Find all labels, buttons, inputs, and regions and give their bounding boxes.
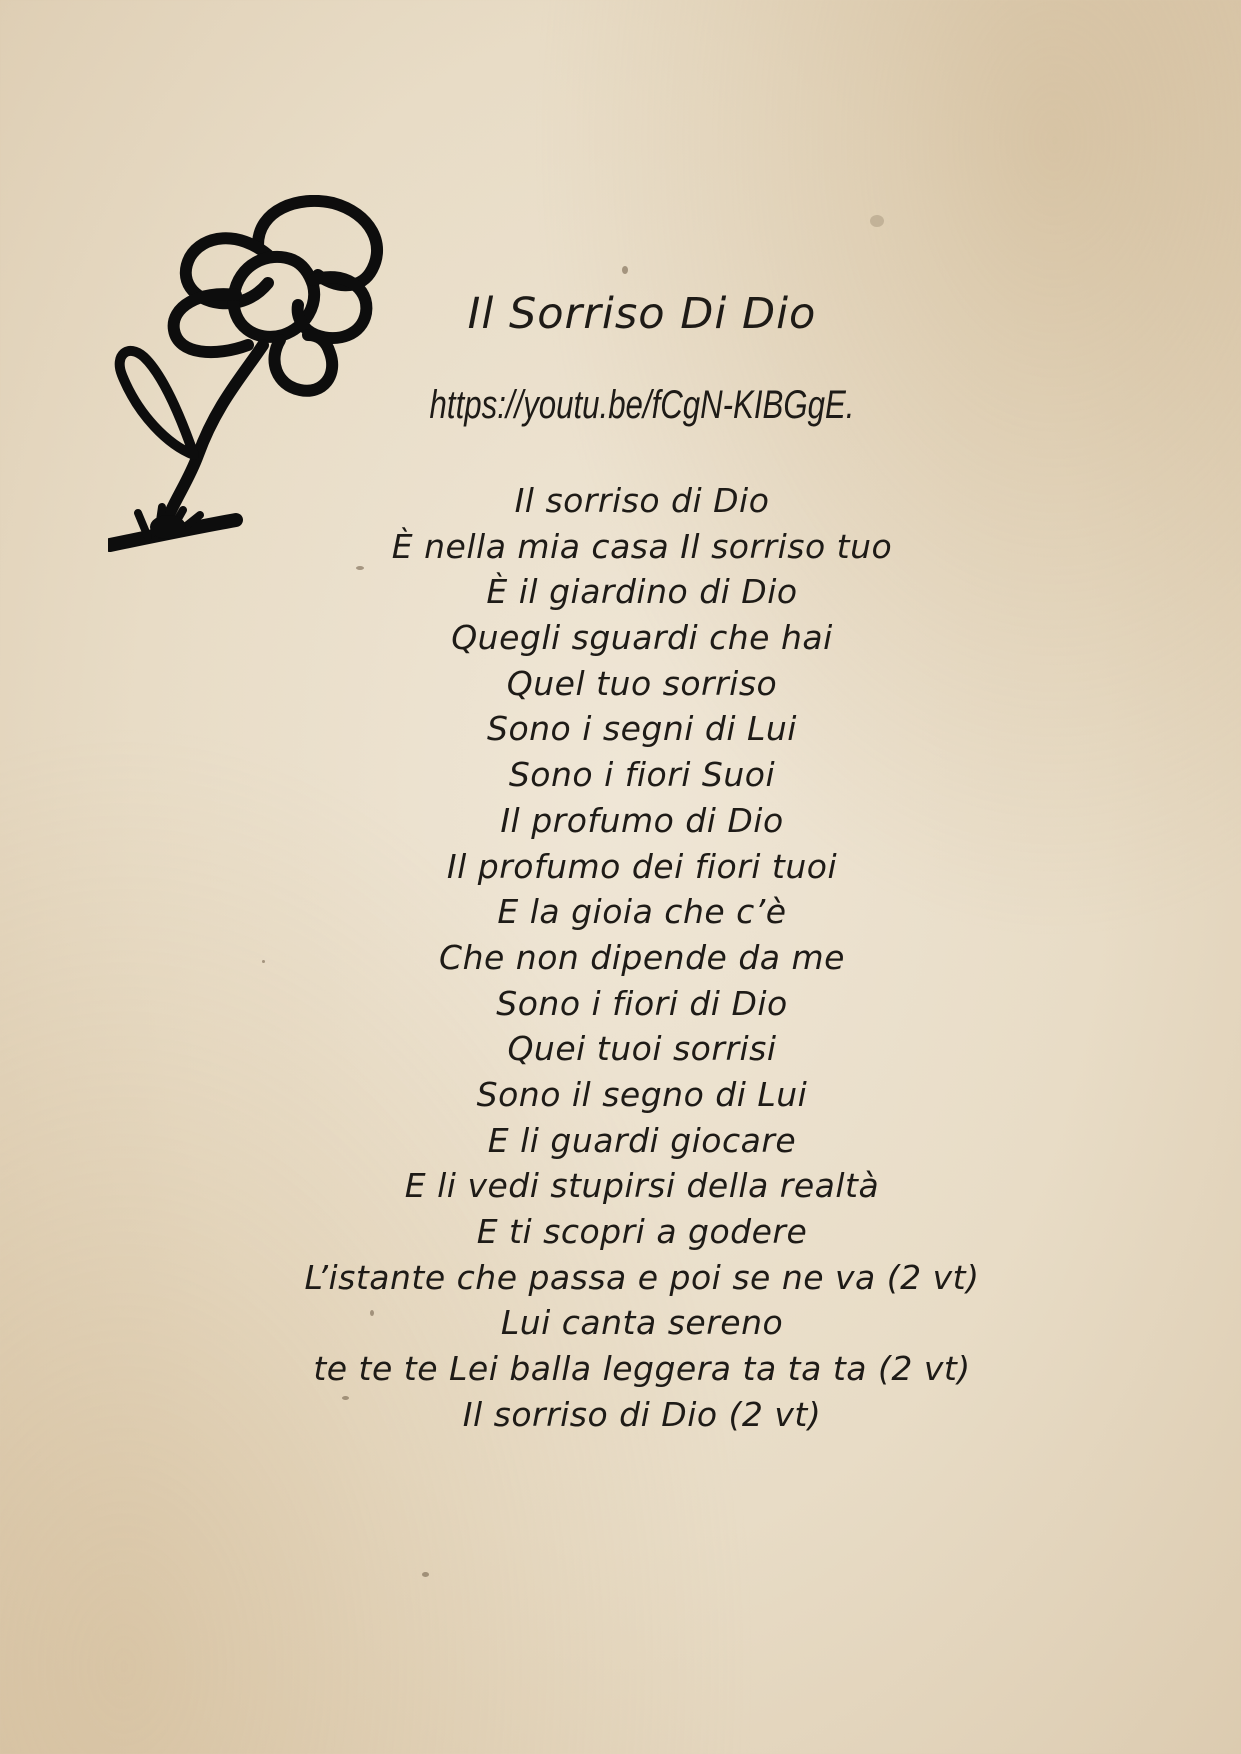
lyric-line: Il profumo dei fiori tuoi (446, 846, 838, 886)
lyric-line: È nella mia casa Il sorriso tuo (391, 526, 893, 566)
lyric-line: Che non dipende da me (439, 937, 845, 977)
lyric-line: Il sorriso di Dio (514, 481, 770, 520)
lyric-line: E li guardi giocare (487, 1120, 797, 1160)
video-link[interactable]: https://youtu.be/fCgN-KIBGgE. (429, 383, 855, 427)
lyric-line: Lui canta sereno (500, 1303, 784, 1343)
lyric-line: Sono i fiori Suoi (508, 755, 776, 795)
paper-speck (342, 1396, 349, 1400)
lyric-line: L’istante che passa e poi se ne va (2 vt) (304, 1257, 980, 1297)
paper-speck (422, 1572, 429, 1577)
lyric-line: Sono i fiori di Dio (496, 983, 788, 1023)
paper-speck (870, 215, 884, 227)
lyric-line: Il profumo di Dio (500, 800, 784, 840)
lyric-line: Sono il segno di Lui (476, 1074, 808, 1114)
paper-speck (262, 960, 265, 963)
paper-speck (622, 266, 628, 274)
lyric-line: E la gioia che c’è (497, 892, 787, 932)
song-title: Il Sorriso Di Dio (467, 289, 817, 339)
lyric-line: Quel tuo sorriso (506, 663, 778, 703)
lyric-line: Quegli sguardi che hai (451, 618, 833, 658)
paper-speck (370, 1310, 374, 1316)
lyric-line: te te te Lei balla leggera ta ta ta (2 vt) (313, 1349, 971, 1389)
lyric-line: Sono i segni di Lui (487, 709, 797, 749)
lyric-line: Il sorriso di Dio (2 vt) (462, 1394, 822, 1434)
paper-speck (356, 566, 364, 570)
lyric-line: Quei tuoi sorrisi (507, 1029, 777, 1069)
lyric-line: È il giardino di Dio (486, 572, 798, 612)
lyric-line: E li vedi stupirsi della realtà (404, 1166, 880, 1206)
lyric-line: E ti scopri a godere (476, 1212, 808, 1251)
lyrics-list (0, 478, 1241, 1437)
